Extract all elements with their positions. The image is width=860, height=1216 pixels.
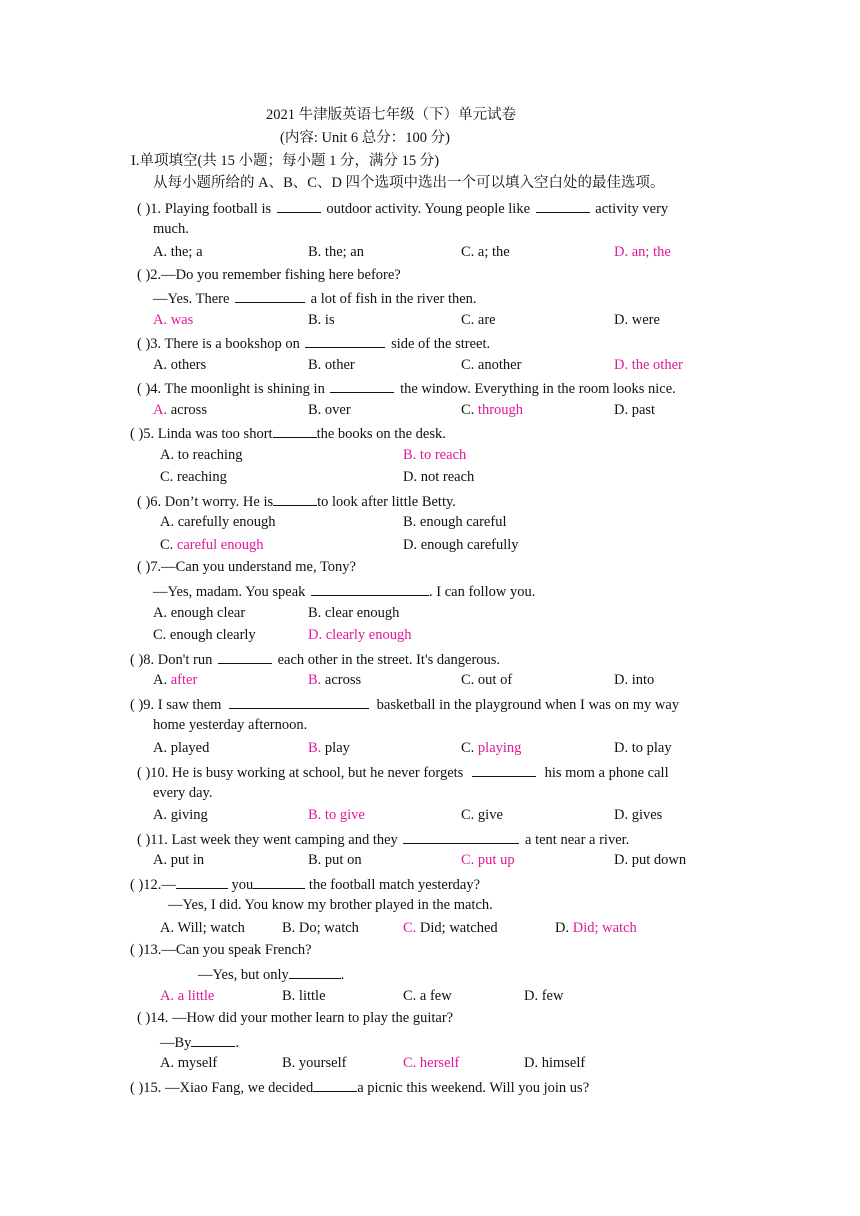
- q12-option-b: B. Do; watch: [282, 920, 359, 936]
- q14-option-a: A. myself: [160, 1055, 218, 1071]
- q7-option-c: C. enough clearly: [153, 627, 256, 643]
- q3-option-b: B. other: [308, 357, 355, 373]
- q3-blank: [305, 333, 385, 348]
- q7-stem: ( )7.—Can you understand me, Tony?: [137, 559, 356, 575]
- q6-blank: [273, 491, 317, 506]
- q1-option-b: B. the; an: [308, 244, 364, 260]
- q11-option-c: C. put up: [461, 852, 515, 868]
- q10-stem: ( )10. He is busy working at school, but he never forgets his mom a phone call: [137, 762, 669, 782]
- q6-option-a: A. carefully enough: [160, 514, 276, 530]
- q14-response: —By .: [160, 1032, 239, 1052]
- q5-stem: ( )5. Linda was too short the books on the desk.: [130, 423, 446, 443]
- q2-stem: ( )2.—Do you remember fishing here before?: [137, 267, 401, 283]
- q3-stem: ( )3. There is a bookshop on side of the street.: [137, 333, 490, 353]
- q8-option-d: D. into: [614, 672, 655, 688]
- q4-option-d: D. past: [614, 402, 656, 418]
- q11-option-b: B. put on: [308, 852, 362, 868]
- q7-option-b: B. clear enough: [308, 605, 400, 621]
- q4-option-a: A. across: [153, 402, 207, 418]
- q7-option-a: A. enough clear: [153, 605, 246, 621]
- q2-response: —Yes. There a lot of fish in the river then.: [153, 288, 477, 308]
- q9-option-d: D. to play: [614, 740, 672, 756]
- q13-option-b: B. little: [282, 988, 326, 1004]
- q2-option-b: B. is: [308, 312, 335, 328]
- q6-option-d: D. enough carefully: [403, 537, 519, 553]
- exam-subtitle: (内容: Unit 6 总分：100 分): [280, 130, 450, 146]
- q12-stem: ( )12.— you the football match yesterday?: [130, 874, 480, 894]
- q4-option-c: C. through: [461, 402, 524, 418]
- q6-option-c: C. careful enough: [160, 537, 264, 553]
- q9-option-a: A. played: [153, 740, 210, 756]
- q4-option-b: B. over: [308, 402, 351, 418]
- q13-response: —Yes, but only .: [198, 964, 344, 984]
- q8-option-b: B. across: [308, 672, 362, 688]
- q1-stem-cont: much.: [153, 221, 189, 237]
- q15-stem: ( )15. —Xiao Fang, we decided a picnic this weekend. Will you join us?: [130, 1077, 589, 1097]
- q12-response: —Yes, I did. You know my brother played in the match.: [168, 897, 493, 913]
- q10-option-b: B. to give: [308, 807, 365, 823]
- q13-stem: ( )13.—Can you speak French?: [130, 942, 312, 958]
- q11-stem: ( )11. Last week they went camping and they a tent near a river.: [137, 829, 629, 849]
- q1-option-d: D. an; the: [614, 244, 671, 260]
- q13-option-c: C. a few: [403, 988, 452, 1004]
- q5-blank: [273, 423, 317, 438]
- q10-option-d: D. gives: [614, 807, 663, 823]
- q9-stem-cont: home yesterday afternoon.: [153, 717, 308, 733]
- q1-blank-2: [536, 198, 590, 213]
- q4-stem: ( )4. The moonlight is shining in the window. Everything in the room looks nice.: [137, 378, 676, 398]
- q2-blank: [235, 288, 305, 303]
- q11-option-a: A. put in: [153, 852, 205, 868]
- q11-blank: [403, 829, 519, 844]
- q9-option-c: C. playing: [461, 740, 522, 756]
- q7-response: —Yes, madam. You speak . I can follow you.: [153, 581, 535, 601]
- q10-stem-cont: every day.: [153, 785, 213, 801]
- q4-blank: [330, 378, 394, 393]
- q2-option-d: D. were: [614, 312, 660, 328]
- q5-option-a: A. to reaching: [160, 447, 243, 463]
- q5-option-d: D. not reach: [403, 469, 475, 485]
- q12-option-a: A. Will; watch: [160, 920, 245, 936]
- q3-option-d: D. the other: [614, 357, 683, 373]
- q14-option-c: C. herself: [403, 1055, 460, 1071]
- q6-option-b: B. enough careful: [403, 514, 507, 530]
- q6-stem: ( )6. Don’t worry. He is to look after little Betty.: [137, 491, 456, 511]
- q2-option-c: C. are: [461, 312, 496, 328]
- q10-option-a: A. giving: [153, 807, 208, 823]
- q1-option-a: A. the; a: [153, 244, 203, 260]
- q1-option-c: C. a; the: [461, 244, 510, 260]
- q1-stem: ( )1. Playing football is outdoor activity. Young people like activity very: [137, 198, 668, 218]
- q9-option-b: B. play: [308, 740, 350, 756]
- q13-option-a: A. a little: [160, 988, 215, 1004]
- q12-option-c: C. Did; watched: [403, 920, 498, 936]
- q12-blank-1: [176, 874, 228, 889]
- q14-blank: [191, 1032, 235, 1047]
- q14-stem: ( )14. —How did your mother learn to play the guitar?: [137, 1010, 454, 1026]
- q9-blank: [229, 694, 369, 709]
- q9-stem: ( )9. I saw them basketball in the playground when I was on my way: [130, 694, 679, 714]
- instruction: 从每小题所给的 A、B、C、D 四个选项中选出一个可以填入空白处的最佳选项。: [153, 175, 665, 191]
- q8-option-c: C. out of: [461, 672, 513, 688]
- q8-option-a: A. after: [153, 672, 198, 688]
- q5-option-b: B. to reach: [403, 447, 467, 463]
- q10-blank: [472, 762, 536, 777]
- q3-option-a: A. others: [153, 357, 207, 373]
- q12-option-d: D. Did; watch: [555, 920, 637, 936]
- q13-blank: [289, 964, 341, 979]
- q3-option-c: C. another: [461, 357, 522, 373]
- q13-option-d: D. few: [524, 988, 564, 1004]
- section-heading: I.单项填空(共 15 小题；每小题 1 分，满分 15 分): [131, 153, 440, 169]
- q7-blank: [311, 581, 429, 596]
- q10-option-c: C. give: [461, 807, 503, 823]
- q12-blank-2: [253, 874, 305, 889]
- q14-option-d: D. himself: [524, 1055, 586, 1071]
- q11-option-d: D. put down: [614, 852, 687, 868]
- q1-blank-1: [277, 198, 321, 213]
- q7-option-d: D. clearly enough: [308, 627, 412, 643]
- q5-option-c: C. reaching: [160, 469, 227, 485]
- q8-blank: [218, 649, 272, 664]
- q15-blank: [313, 1077, 357, 1092]
- q14-option-b: B. yourself: [282, 1055, 347, 1071]
- page-title: 2021 牛津版英语七年级（下）单元试卷: [266, 107, 517, 123]
- q8-stem: ( )8. Don't run each other in the street. It's dangerous.: [130, 649, 500, 669]
- q2-option-a: A. was: [153, 312, 194, 328]
